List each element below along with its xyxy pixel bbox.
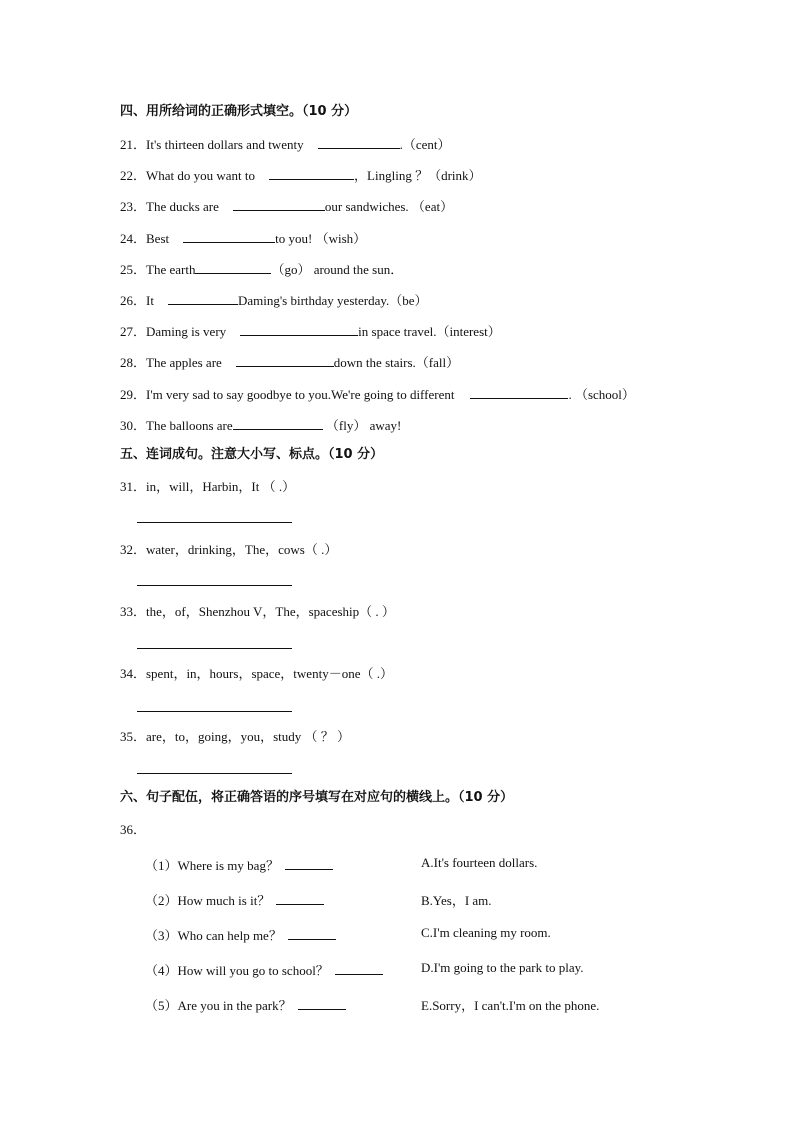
question-21-hint: .（cent）	[399, 137, 451, 152]
question-26	[120, 292, 428, 309]
question-31: 31．in，will，Harbin，It （ .）	[120, 479, 296, 494]
answer-blank-30[interactable]	[233, 417, 323, 430]
question-33: 33．the，of，Shenzhou V，The，spaceship（ . ）	[120, 604, 395, 619]
question-36-number: 36．	[120, 822, 147, 837]
question-22-text: 22．What do you want to	[120, 168, 256, 183]
match-question-5	[145, 995, 346, 1014]
question-25	[120, 261, 403, 278]
question-29-text: 29．I'm very sad to say goodbye to you.We're going to different	[120, 387, 455, 402]
question-28-hint: down the stairs.（fall）	[333, 355, 460, 370]
question-32: 32．water，drinking，The，cows（ .）	[120, 542, 338, 557]
question-30	[120, 417, 401, 434]
question-29-hint: . （school）	[568, 387, 635, 402]
question-29	[120, 386, 635, 403]
match-question-2-text: （2）How much is it？	[145, 893, 271, 908]
question-23-text: 23．The ducks are	[120, 199, 219, 214]
match-question-5-text: （5）Are you in the park？	[145, 998, 292, 1013]
question-30-hint: （fly） away!	[322, 418, 402, 433]
match-blank-1[interactable]	[285, 857, 333, 870]
question-28-text: 28．The apples are	[120, 355, 222, 370]
answer-line-31[interactable]	[137, 522, 292, 523]
match-question-4	[145, 960, 383, 979]
answer-blank-27[interactable]	[240, 323, 358, 336]
answer-blank-23[interactable]	[233, 198, 325, 211]
question-27	[120, 323, 501, 340]
question-34: 34．spent，in，hours，space，twenty－one（ .）	[120, 666, 393, 681]
match-question-3-text: （3）Who can help me？	[145, 928, 282, 943]
section-6-title: 六、句子配伍，将正确答语的序号填写在对应句的横线上。（10 分）	[120, 790, 514, 805]
answer-line-33[interactable]	[137, 648, 292, 649]
section-4-title: 四、用所给词的正确形式填空。（10 分）	[120, 104, 358, 119]
question-21-text: 21．It's thirteen dollars and twenty	[120, 137, 304, 152]
match-answer-e: E.Sorry，I can't.I'm on the phone.	[421, 998, 600, 1013]
section-5-title: 五、连词成句。注意大小写、标点。（10 分）	[120, 447, 384, 462]
match-blank-2[interactable]	[276, 892, 324, 905]
question-24	[120, 230, 366, 247]
question-24-hint: to you! （wish）	[275, 231, 367, 246]
question-27-text: 27．Daming is very	[120, 324, 227, 339]
match-answer-c: C.I'm cleaning my room.	[421, 925, 551, 940]
answer-line-35[interactable]	[137, 773, 292, 774]
question-30-text: 30．The balloons are	[120, 418, 233, 433]
match-blank-5[interactable]	[298, 997, 346, 1010]
question-22	[120, 167, 482, 184]
question-25-hint: （go） around the sun．	[271, 262, 404, 277]
question-27-hint: in space travel.（interest）	[358, 324, 501, 339]
answer-blank-24[interactable]	[183, 230, 275, 243]
match-answer-b: B.Yes，I am.	[421, 893, 492, 908]
question-24-text: 24．Best	[120, 231, 170, 246]
answer-blank-21[interactable]	[318, 136, 400, 149]
match-question-2	[145, 890, 324, 909]
match-blank-4[interactable]	[335, 962, 383, 975]
question-28	[120, 354, 459, 371]
question-23	[120, 198, 453, 215]
answer-blank-22[interactable]	[269, 167, 354, 180]
match-question-1	[145, 855, 333, 874]
question-25-text: 25．The earth	[120, 262, 196, 277]
answer-blank-25[interactable]	[195, 261, 271, 274]
match-blank-3[interactable]	[288, 927, 336, 940]
question-35: 35．are，to，going，you，study （ ？ ）	[120, 729, 351, 744]
question-23-hint: our sandwiches. （eat）	[324, 199, 454, 214]
question-26-hint: Daming's birthday yesterday.（be）	[237, 293, 428, 308]
answer-line-34[interactable]	[137, 711, 292, 712]
question-21	[120, 136, 451, 153]
answer-blank-26[interactable]	[168, 292, 238, 305]
question-26-text: 26．It	[120, 293, 154, 308]
question-22-hint: ，Lingling ？（drink）	[354, 168, 482, 183]
match-question-4-text: （4）How will you go to school？	[145, 963, 329, 978]
answer-blank-29[interactable]	[470, 386, 568, 399]
match-answer-a: A.It's fourteen dollars.	[421, 855, 538, 870]
answer-blank-28[interactable]	[236, 354, 334, 367]
match-answer-d: D.I'm going to the park to play.	[421, 960, 584, 975]
match-question-1-text: （1）Where is my bag？	[145, 858, 279, 873]
answer-line-32[interactable]	[137, 585, 292, 586]
match-question-3	[145, 925, 336, 944]
